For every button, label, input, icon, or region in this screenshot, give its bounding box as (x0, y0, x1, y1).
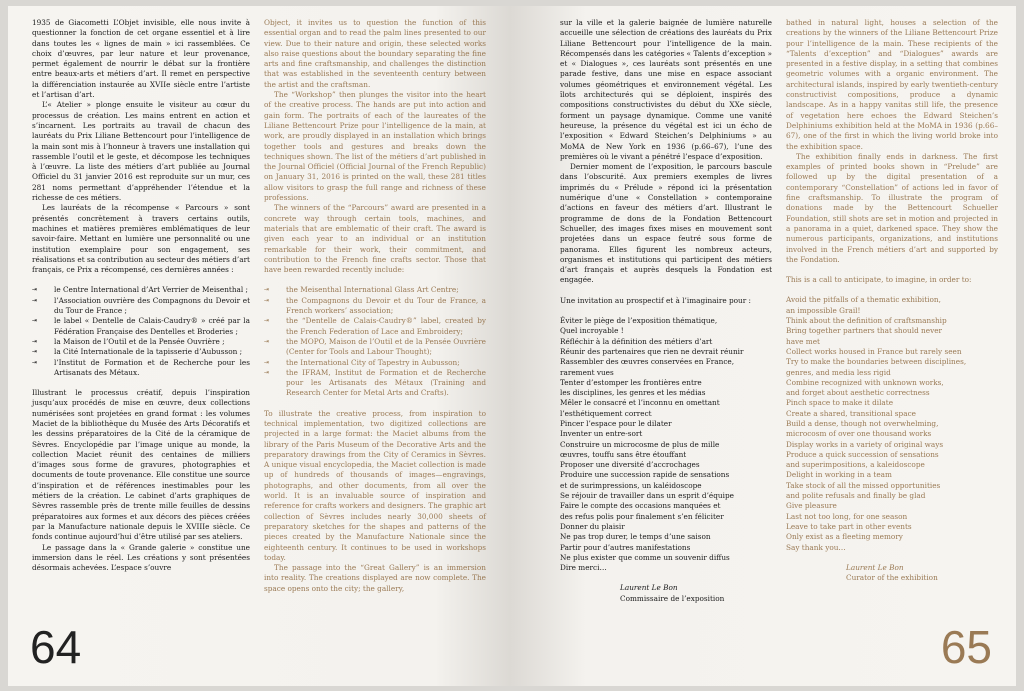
intention-line: Produire une succession rapide de sensations (560, 470, 730, 480)
intention-line: des refus polis pour finalement s’en féliciter (560, 511, 724, 521)
intention-line: Dire merci… (560, 563, 607, 573)
signature (786, 563, 998, 584)
list-item: ⇥ l’Association ouvrière des Compagnons du Devoir et du Tour de France ; (32, 295, 250, 316)
left-english-column (264, 18, 486, 594)
arrow-bullet-icon: ⇥ (264, 358, 270, 366)
intention-line: Quel incroyable ! (560, 326, 624, 336)
list-item: ⇥ the MOPO, Maison de l’Outil et de la Pensée Ouvrière (Center for Tools and Labour Thought); (264, 336, 486, 357)
signature-title: Curator of the exhibition (846, 573, 938, 583)
right-english-column (786, 18, 998, 583)
arrow-bullet-icon: ⇥ (32, 296, 38, 304)
arrow-bullet-icon: ⇥ (32, 358, 38, 366)
intention-line: Réunir des partenaires que rien ne devrait réunir (560, 346, 744, 356)
laureate-list (32, 285, 250, 378)
intention-line: Partir pour d’autres manifestations (560, 542, 691, 552)
intention-lines (560, 316, 772, 573)
intention-line: microcosm of over one thousand works (786, 429, 932, 439)
intention-line: Take stock of all the missed opportunities (786, 480, 941, 490)
paragraph: Le passage dans la « Grande galerie » constitue une immersion dans le réel. Les créations y sont présentées désormais achevées. L’espace s’ouvre (32, 542, 250, 573)
intention-line: Se réjouir de travailler dans un esprit d’équipe (560, 491, 734, 501)
paragraph: The passage into the “Great Gallery” is an immersion into reality. The creations displayed are now complete. The space opens onto the city; the gallery, (264, 563, 486, 593)
intention-line: les disciplines, les genres et les médias (560, 388, 706, 398)
intention-line: Construire un microcosme de plus de mille (560, 439, 720, 449)
right-page (510, 6, 1016, 686)
intention-line: Réfléchir à la définition des métiers d’art (560, 336, 713, 346)
paragraph: L’« Atelier » plonge ensuite le visiteur au cœur du processus de création. Les mains entrent en action et s’incarnent. Les portraits au travail de chacun des lauréats du Prix Liliane Bettencourt pour l’intelligence de la main sont mis à l’honneur à travers une installation qui rassemble l’outil et le geste, et décompose les techniques à l’œuvre. La liste des métiers d’art publiée au Journal Officiel du 31 janvier 2016 est reproduite sur un mur, ces 281 noms permettant d’appréhender l’étendue et la richesse de ces métiers. (32, 100, 250, 203)
intention-line: and polite refusals and finally be glad (786, 491, 926, 501)
list-item: ⇥ the International City of Tapestry in Aubusson; (264, 357, 460, 367)
intention-line: have met (786, 336, 820, 346)
signature-title: Commissaire de l’exposition (620, 593, 725, 603)
intro-line: This is a call to anticipate, to imagine, in order to: (786, 275, 972, 285)
laureate-list (264, 285, 486, 398)
intention-line: Faire le compte des occasions manquées et (560, 501, 721, 511)
intention-line: Display works in a variety of original ways (786, 439, 944, 449)
list-item: ⇥ le Centre International d’Art Verrier de Meisenthal ; (32, 285, 249, 295)
intention-line: Bring together partners that should never (786, 326, 942, 336)
list-item: ⇥ la Maison de l’Outil et de la Pensée Ouvrière ; (32, 336, 225, 346)
paragraph: The “Workshop” then plunges the visitor into the heart of the creative process. The hands are put into action and gain form. The portraits of each of the laureates of the Liliane Bettencourt Prize pour l’intelligence de la main, at work, are proudly displayed in an installation which brings together tools and gestures and breaks down the techniques shown. The list of the métiers d’art published in the Journal Officiel (Official Journal of the French Republic) on January 31, 2016 is printed on the wall, these 281 titles allow visitors to grasp the full range and richness of these professions. (264, 90, 486, 203)
page-number-left: 64 (30, 621, 82, 673)
intention-line: rarement vues (560, 367, 614, 377)
paragraph: The exhibition finally ends in darkness. The first examples of printed books shown in “Prelude” are followed up by the digital presentation of a contemporary “Constellation” of actions led in favor of fine craftsmanship. To illustrate the program of donations made by the Bettencourt Schueller Foundation, still shots are set in motion and projected in a panorama in a quiet, darkened space. They show the numerous participants, organizations, and institutions involved in the French métiers d’art and supported by the Fondation. (786, 151, 998, 264)
intention-line: Collect works housed in France but rarely seen (786, 346, 962, 356)
arrow-bullet-icon: ⇥ (264, 368, 270, 376)
book-spread (8, 6, 1016, 686)
intention-line: Ne pas trop durer, le temps d’une saison (560, 532, 711, 542)
intention-line: Pinch space to make it dilate (786, 398, 894, 408)
list-item: ⇥ the Compagnons du Devoir et du Tour de France, a French workers’ association; (264, 295, 486, 316)
intention-lines (786, 295, 998, 552)
signature-name: Laurent Le Bon (620, 583, 678, 593)
intention-line: Mêler le consacré et l’inconnu en omettant (560, 398, 720, 408)
intention-line: et de surimpressions, un kaléidoscope (560, 480, 702, 490)
intention-line: Éviter le piège de l’exposition thématique, (560, 316, 718, 326)
signature (560, 583, 772, 604)
left-page (8, 6, 510, 686)
intention-line: Leave to take part in other events (786, 521, 912, 531)
arrow-bullet-icon: ⇥ (32, 348, 38, 356)
intention-line: Ne plus exister que comme un souvenir diffus (560, 552, 730, 562)
intention-line: Build a dense, though not overwhelming, (786, 418, 939, 428)
page-number-right: 65 (940, 621, 992, 673)
paragraph: Object, it invites us to question the function of this essential organ and to read the palm lines presented to our view. Due to their nature and origin, these selected works also raise questions about the boundary separating the fine arts and fine craftsmanship, and challenges the distinction that was established in the seventeenth century between the artist and the craftsman. (264, 18, 486, 89)
list-item: ⇥ the “Dentelle de Calais-Caudry®” label, created by the French Federation of Lace and Embroidery; (264, 316, 486, 336)
left-french-column (32, 18, 250, 573)
arrow-bullet-icon: ⇥ (32, 286, 38, 294)
paragraph: Dernier moment de l’exposition, le parcours bascule dans l’obscurité. Aux premiers exemples de livres imprimés du « Prélude » répond ici la présentation numérique d’une « Constellation » contemporaine d’actions en faveur des métiers d’art. Illustrant le programme de dons de la Fondation Bettencourt Schueller, des images fixes mises en mouvement sont projetées dans un espace feutré sous forme de panorama. Elles figurent les nombreux acteurs, organismes et institutions qui participent des métiers d’art français et auprès desquels la Fondation est engagée. (560, 162, 772, 285)
arrow-bullet-icon: ⇥ (264, 317, 270, 325)
intention-line: Tenter d’estomper les frontières entre (560, 377, 702, 387)
intention-line: œuvres, touffu sans être étouffant (560, 449, 687, 459)
intention-line: Pincer l’espace pour le dilater (560, 418, 672, 428)
arrow-bullet-icon: ⇥ (264, 296, 270, 304)
arrow-bullet-icon: ⇥ (32, 317, 38, 325)
list-item: ⇥ le label « Dentelle de Calais-Caudry® » créé par la Fédération Française des Dentelles et Broderies ; (32, 316, 250, 336)
intention-line: Last not too long, for one season (786, 511, 908, 521)
intention-line: Donner du plaisir (560, 521, 625, 531)
list-item: ⇥ l’Institut de Formation et de Recherche pour les Artisanats des Métaux. (32, 357, 250, 377)
paragraph: 1935 de Giacometti L’Objet invisible, elle nous invite à questionner la fonction de cet organe essentiel et à lire dans toutes les « lignes de main » ici rassemblées. Ce choix d’œuvres, par leur nature et leur provenance, permet également de nourrir le débat sur la frontière entre beaux-arts et métiers d’art. Il remet en perspective la différenciation instaurée au XVIIe siècle entre l’artiste et l’artisan d’art. (32, 18, 250, 100)
intention-line: Proposer une diversité d’accrochages (560, 460, 700, 470)
arrow-bullet-icon: ⇥ (32, 337, 38, 345)
intention-line: l’esthétiquement correct (560, 408, 652, 418)
signature-name: Laurent Le Bon (846, 562, 904, 572)
list-item: ⇥ the IFRAM, Institut de Formation et de Recherche pour les Artisanats des Métaux (Training and Research Center for Metal Arts and Crafts). (264, 367, 486, 398)
intention-line: Create a shared, transitional space (786, 408, 916, 418)
intention-line: Delight in working in a team (786, 470, 892, 480)
intention-line: and superimpositions, a kaleidoscope (786, 460, 925, 470)
paragraph: The winners of the “Parcours” award are presented in a concrete way through certain tools, machines, and materials that are emblematic of their craft. The award is given each year to an individual or an institution remarkable for their work, their commitment, and contribution to the French fine crafts sector. Those that have been rewarded recently include: (264, 203, 486, 275)
intention-line: Combine recognized with unknown works, (786, 377, 944, 387)
paragraph: Les lauréats de la récompense « Parcours » sont présentés concrètement à travers certains outils, machines et matières premières emblématiques de leur savoir-faire. Mettant en lumière une personnalité ou une institution exemplaire pour son engagement, ses réalisations et sa contribution au secteur des métiers d’art français, ce Prix a récompensé, ces dernières années : (32, 203, 250, 275)
intention-line: Only exist as a fleeting memory (786, 532, 903, 542)
arrow-bullet-icon: ⇥ (264, 286, 270, 294)
list-item: ⇥ la Cité Internationale de la tapisserie d’Aubusson ; (32, 347, 243, 357)
paragraph: To illustrate the creative process, from inspiration to technical implementation, two digitized collections are projected in a large format: the Maciet albums from the library of the Paris Museum of the Decorative Arts and the preparatory drawings from the City of Ceramics in Sèvres. A unique visual encyclopedia, the Maciet collection is made up of hundreds of thousands of images—engravings, photographs, and other documents, from all over the world. It is an invaluable source of inspiration and reference for crafts workers and designers. The graphic art collection of Sèvres includes nearly 30,000 sheets of preparatory sketches for the shapes and patterns of the pieces created by the Manufacture Nationale since the eighteenth century. It continues to be used in workshops today. (264, 408, 486, 562)
intention-line: Rassembler des œuvres conservées en France, (560, 357, 735, 367)
intro-line: Une invitation au prospectif et à l’imaginaire pour : (560, 295, 752, 305)
intention-line: Inventer un entre-sort (560, 429, 643, 439)
intention-line: Avoid the pitfalls of a thematic exhibition, (786, 295, 941, 305)
right-french-column (560, 18, 772, 604)
intention-line: and forget about aesthetic correctness (786, 388, 930, 398)
intention-line: genres, and media less rigid (786, 367, 891, 377)
paragraph: bathed in natural light, houses a selection of the creations by the winners of the Liliane Bettencourt Prize pour l’intelligence de la main. These recipients of the “Talents d’exception” and “Dialogues” awards are presented in a festive display, in a setting that combines geometric volumes with a organic environment. The architectural islands, inspired by early twentieth-century constructivist compositions, produce a dynamic landscape. As in a happy vanitas still life, the presence of vegetation here echoes the Edward Steichen’s Delphiniums exhibition held at the MoMA in 1936 (p.66–67), one of the first in which the living world broke into the exhibition space. (786, 18, 998, 151)
intention-line: Produce a quick succession of sensations (786, 449, 939, 459)
arrow-bullet-icon: ⇥ (264, 337, 270, 345)
paragraph: Illustrant le processus créatif, depuis l’inspiration jusqu’aux procédés de mise en œuvre, deux collections numérisées sont projetées en grand format : les volumes Maciet de la bibliothèque du Musée des Arts Décoratifs et les dessins préparatoires de la Cité de la céramique de Sèvres. Encyclopédie par l’image unique au monde, la collection Maciet réunit des centaines de milliers d’images sous forme de gravures, photographies et documents de toute provenance. Elle constitue une source d’inspiration et de références inestimables pour les métiers de la création. Le cabinet d’arts graphiques de Sèvres rassemble près de trente mille feuilles de dessins préparatoires aux formes et aux décors des pièces créées par la Manufacture nationale depuis le XVIIIe siècle. Ce fonds continue aujourd’hui d’être utilisé par ses ateliers. (32, 388, 250, 542)
paragraph: sur la ville et la galerie baignée de lumière naturelle accueille une sélection de créations des lauréats du Prix Liliane Bettencourt pour l’intelligence de la main. Récompensés dans les catégories « Talents d’exception » et « Dialogues », ces lauréats sont présentés en une parade festive, dans une mise en espace associant volumes géométriques et environnement végétal. Les îlots architecturés qui se déploient, inspirés des compositions constructivistes du début du XXe siècle, forment un paysage dynamique. Comme une vanité heureuse, la présence du végétal est ici un écho de l’exposition « Edward Steichen’s Delphiniums » au MoMA de New York en 1936 (p.66–67), l’une des premières où le vivant a pénétré l’espace d’exposition. (560, 18, 772, 161)
intention-line: Think about the definition of craftsmanship (786, 316, 947, 326)
intention-line: Try to make the boundaries between disciplines, (786, 357, 967, 367)
intention-line: Say thank you… (786, 542, 846, 552)
intention-line: an impossible Grail! (786, 305, 861, 315)
intention-line: Give pleasure (786, 501, 837, 511)
list-item: ⇥ the Meisenthal International Glass Art Centre; (264, 285, 459, 295)
